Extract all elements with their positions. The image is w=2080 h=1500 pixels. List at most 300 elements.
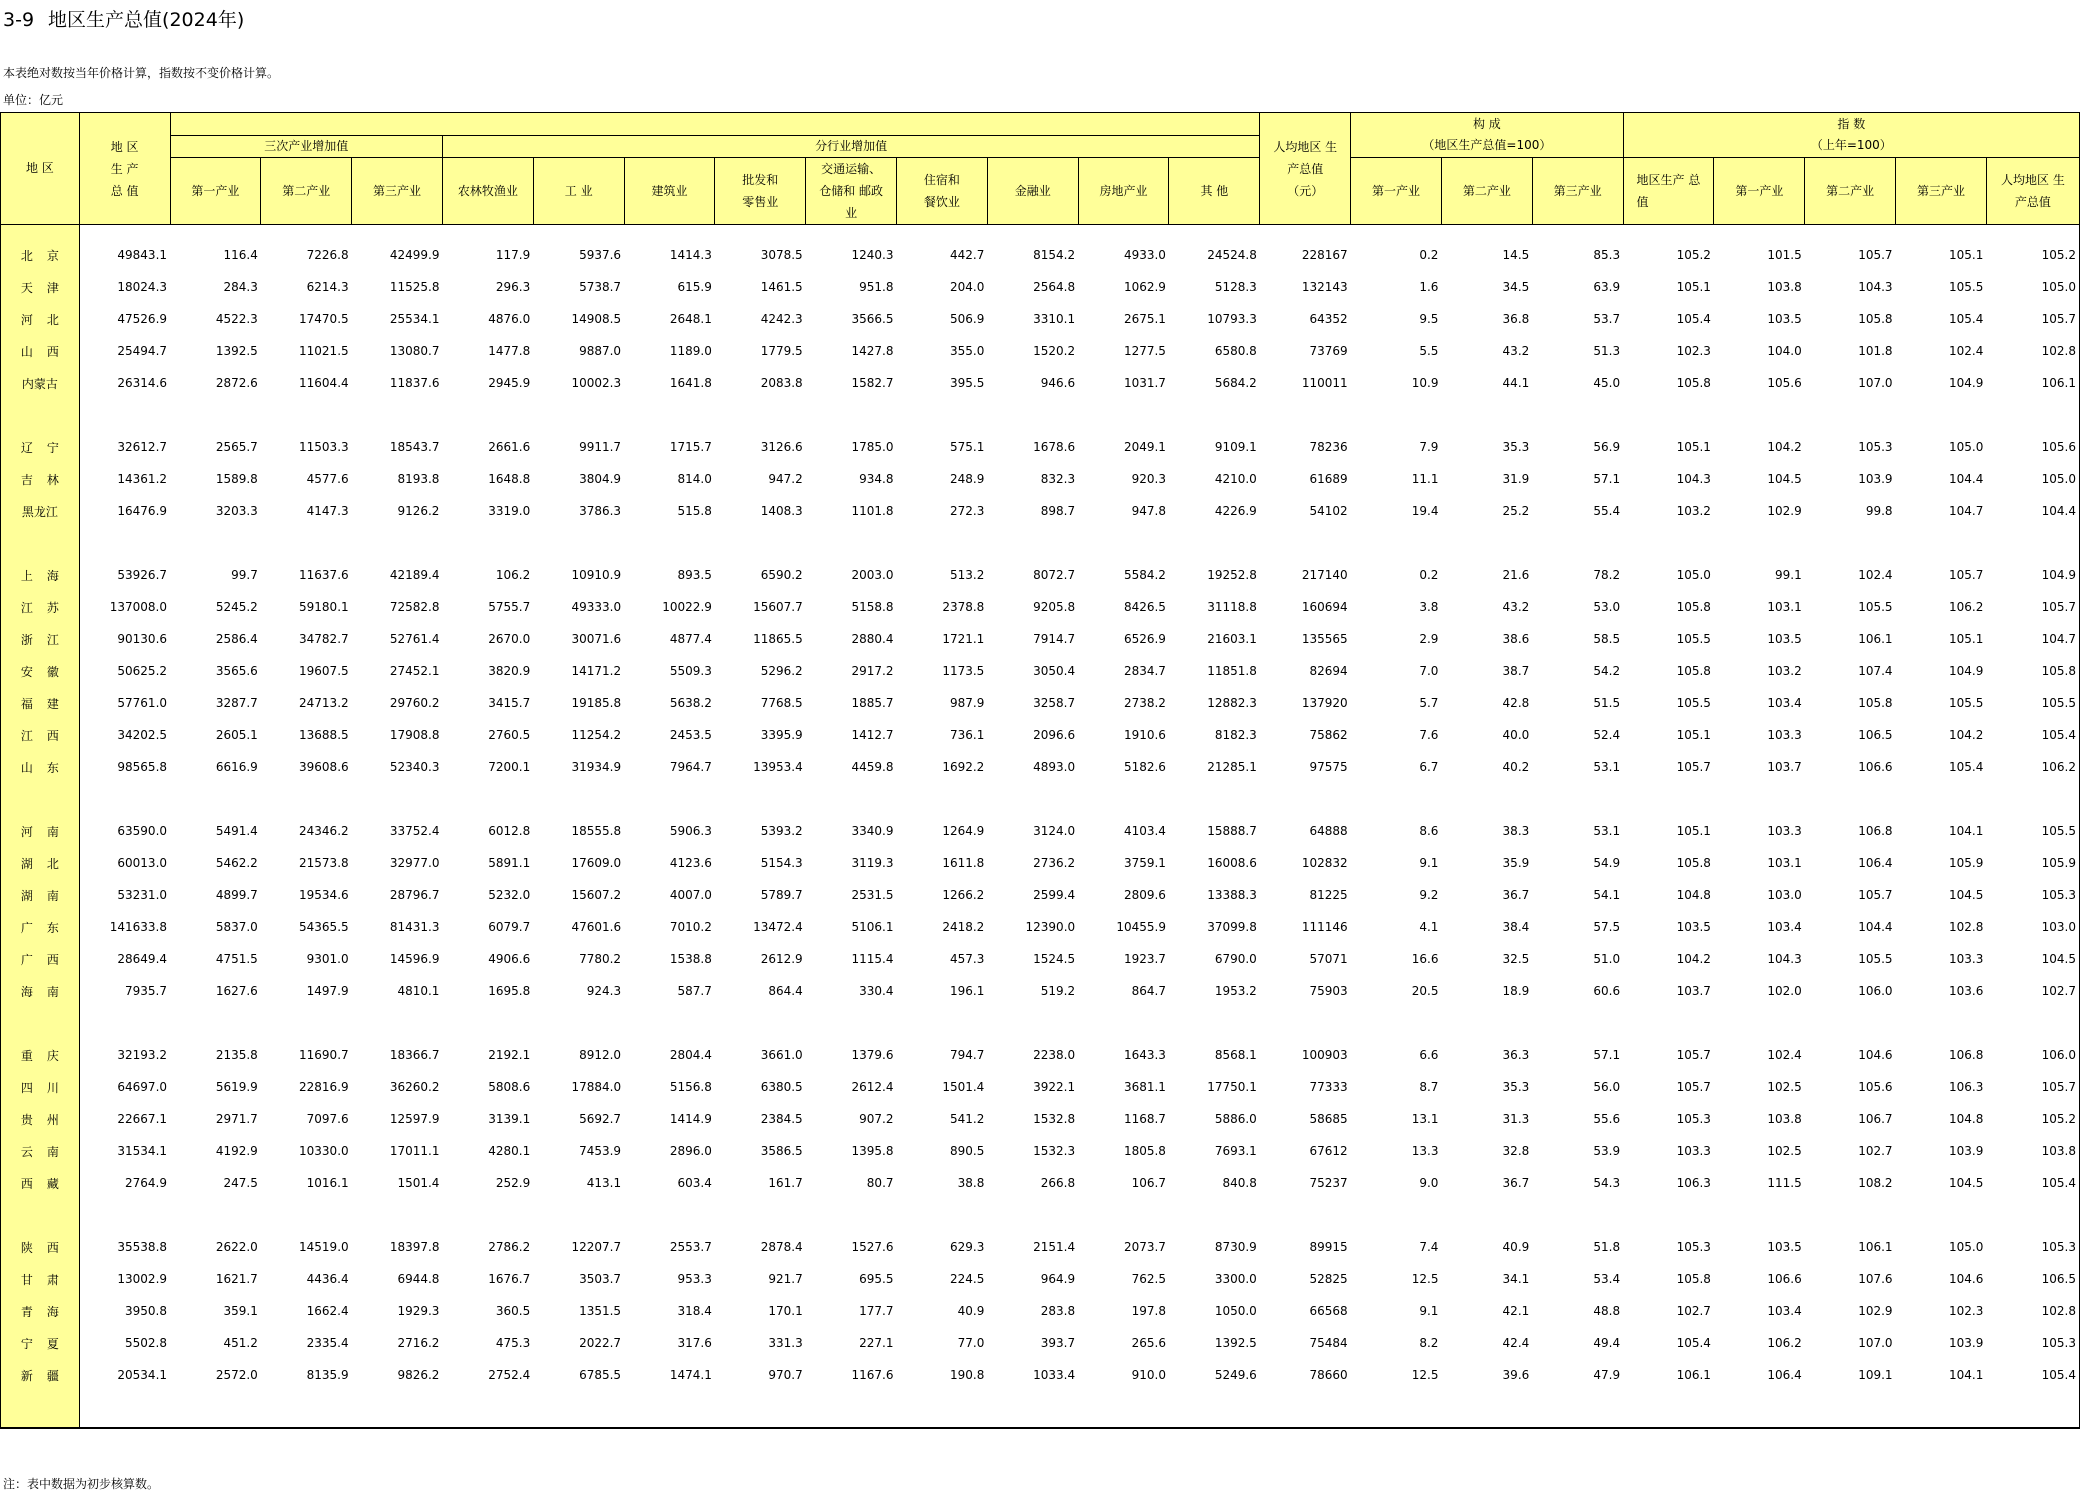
cell-value: 105.5 [1858,600,1893,614]
cell-value: 2945.9 [488,376,531,390]
cell-value: 13.3 [1411,1144,1439,1158]
cell-value: 29760.2 [389,696,440,710]
cell-value: 57.5 [1593,920,1621,934]
cell-value: 111.5 [1767,1176,1802,1190]
cell-value: 1532.3 [1033,1144,1076,1158]
cell-value: 103.3 [1676,1144,1711,1158]
cell-value: 17908.8 [389,728,440,742]
cell-value: 18.9 [1502,984,1530,998]
group-gap-row [1,527,2080,559]
cell-value: 106.1 [1858,1240,1893,1254]
cell-value: 42499.9 [389,248,440,262]
cell-value: 3119.3 [851,856,894,870]
cell-value: 317.6 [677,1336,712,1350]
cell-value: 10793.3 [1207,312,1257,326]
cell-value: 104.3 [1767,952,1802,966]
cell-value: 2917.2 [851,664,894,678]
cell-value: 4436.4 [306,1272,349,1286]
cell-value: 9205.8 [1033,600,1076,614]
cell-value: 116.4 [223,248,258,262]
cell-value: 840.8 [1222,1176,1257,1190]
cell-value: 47.9 [1593,1368,1621,1382]
cell-value: 4210.0 [1214,472,1257,486]
cell-value: 105.7 [1676,1080,1711,1094]
cell-value: 413.1 [586,1176,622,1190]
cell-value: 5154.3 [760,856,803,870]
cell-value: 695.5 [859,1272,894,1286]
col-other: 其 他 [1169,158,1260,225]
cell-value: 1101.8 [851,504,894,518]
cell-value: 75862 [1309,728,1348,742]
table-row [1,1103,2080,1135]
cell-value: 1240.3 [851,248,894,262]
cell-value: 3340.9 [851,824,894,838]
cell-value: 5755.7 [488,600,531,614]
cell-value: 105.7 [1858,888,1893,902]
cell-value: 2648.1 [669,312,712,326]
cell-value: 36260.2 [389,1080,440,1094]
cell-value: 105.4 [1949,312,1984,326]
cell-value: 39.6 [1502,1368,1530,1382]
cell-value: 97575 [1309,760,1348,774]
table-body [1,225,2080,1429]
table-row [1,271,2080,303]
cell-value: 4577.6 [306,472,349,486]
cell-value: 6580.8 [1214,344,1257,358]
cell-value: 1785.0 [851,440,894,454]
cell-value: 53.1 [1593,760,1621,774]
cell-value: 2834.7 [1123,664,1166,678]
table-row [1,1359,2080,1391]
cell-value: 103.8 [1767,280,1802,294]
cell-value: 2675.1 [1123,312,1166,326]
col-transport: 交通运输、 仓储和 邮政业 [806,158,897,225]
cell-value: 4899.7 [215,888,258,902]
cell-value: 3786.3 [579,504,622,518]
region-name: 上海 [1,559,80,591]
cell-value: 13688.5 [299,728,349,742]
region-name: 陕西 [1,1231,80,1263]
cell-value: 513.2 [949,568,985,582]
region-name: 贵州 [1,1103,80,1135]
cell-value: 53926.7 [117,568,168,582]
cell-value: 5106.1 [851,920,894,934]
cell-value: 0.2 [1419,568,1439,582]
cell-value: 8730.9 [1214,1240,1257,1254]
cell-value: 17750.1 [1207,1080,1257,1094]
cell-value: 53.7 [1593,312,1621,326]
table-row [1,943,2080,975]
cell-value: 38.7 [1502,664,1530,678]
cell-value: 53231.0 [117,888,168,902]
table-row [1,367,2080,399]
cell-value: 9.1 [1419,1304,1439,1318]
cell-value: 103.3 [1767,824,1802,838]
cell-value: 5684.2 [1214,376,1257,390]
cell-value: 104.5 [1767,472,1802,486]
col-idx-percapita: 人均地区 生产总值 [1986,158,2079,225]
table-row [1,1327,2080,1359]
cell-value: 4906.6 [488,952,531,966]
cell-value: 9826.2 [397,1368,440,1382]
cell-value: 9109.1 [1214,440,1257,454]
cell-value: 2453.5 [669,728,712,742]
cell-value: 105.1 [1676,824,1711,838]
cell-value: 49333.0 [571,600,622,614]
cell-value: 3950.8 [125,1304,168,1318]
cell-value: 14361.2 [117,472,168,486]
cell-value: 2083.8 [760,376,803,390]
cell-value: 38.6 [1502,632,1530,646]
cell-value: 105.8 [1676,376,1711,390]
cell-value: 57.1 [1593,472,1621,486]
cell-value: 9.1 [1419,856,1439,870]
region-name: 河北 [1,303,80,335]
cell-value: 55.4 [1593,504,1621,518]
cell-value: 1501.4 [942,1080,985,1094]
cell-value: 106.1 [1676,1368,1711,1382]
cell-value: 227.1 [859,1336,894,1350]
cell-value: 57.1 [1593,1048,1621,1062]
region-name: 甘肃 [1,1263,80,1295]
cell-value: 54.9 [1593,856,1621,870]
cell-value: 5491.4 [215,824,258,838]
cell-value: 104.9 [1986,559,2079,591]
cell-value: 1173.5 [942,664,985,678]
cell-value: 5738.7 [579,280,622,294]
cell-value: 7010.2 [669,920,712,934]
cell-value: 393.7 [1040,1336,1076,1350]
cell-value: 102.4 [1767,1048,1802,1062]
cell-value: 9301.0 [306,952,349,966]
cell-value: 5509.3 [669,664,712,678]
cell-value: 103.8 [1986,1135,2079,1167]
cell-value: 63590.0 [117,824,168,838]
cell-value: 3566.5 [851,312,894,326]
cell-value: 3258.7 [1033,696,1076,710]
cell-value: 105.4 [1986,1359,2079,1391]
cell-value: 105.0 [1949,1240,1984,1254]
cell-value: 53.4 [1593,1272,1621,1286]
cell-value: 541.2 [949,1112,985,1126]
cell-value: 1033.4 [1033,1368,1076,1382]
cell-value: 105.8 [1676,1272,1711,1286]
cell-value: 106.5 [1986,1263,2079,1295]
cell-value: 22816.9 [299,1080,349,1094]
cell-value: 19252.8 [1207,568,1257,582]
cell-value: 4280.1 [488,1144,531,1158]
composition-header: 构 成 （地区生产总值=100） [1351,113,1623,158]
col-finance: 金融业 [987,158,1078,225]
cell-value: 2586.4 [215,632,258,646]
cell-value: 2151.4 [1033,1240,1076,1254]
cell-value: 105.7 [1949,568,1984,582]
cell-value: 864.4 [768,984,803,998]
cell-value: 964.9 [1040,1272,1076,1286]
cell-value: 64888 [1309,824,1348,838]
cell-value: 52825 [1309,1272,1348,1286]
cell-value: 4459.8 [851,760,894,774]
cell-value: 67612 [1309,1144,1348,1158]
cell-value: 1392.5 [1214,1336,1257,1350]
cell-value: 1641.8 [669,376,712,390]
cell-value: 103.6 [1949,984,1984,998]
cell-value: 4192.9 [215,1144,258,1158]
cell-value: 3503.7 [579,1272,622,1286]
region-name: 西藏 [1,1167,80,1199]
cell-value: 53.9 [1593,1144,1621,1158]
cell-value: 34202.5 [117,728,168,742]
cell-value: 104.3 [1858,280,1893,294]
table-number: 3-9 [3,9,35,31]
cell-value: 951.8 [859,280,894,294]
cell-value: 9887.0 [579,344,622,358]
cell-value: 51.5 [1593,696,1621,710]
cell-value: 103.9 [1949,1336,1984,1350]
cell-value: 603.4 [677,1176,712,1190]
cell-value: 1379.6 [851,1048,894,1062]
cell-value: 6012.8 [488,824,531,838]
cell-value: 2804.4 [669,1048,712,1062]
cell-value: 11503.3 [299,440,349,454]
cell-value: 196.1 [949,984,985,998]
cell-value: 31.3 [1502,1112,1530,1126]
cell-value: 1538.8 [669,952,712,966]
cell-value: 4123.6 [669,856,712,870]
cell-value: 3661.0 [760,1048,803,1062]
group-gap-row [1,1007,2080,1039]
cell-value: 105.1 [1949,248,1984,262]
cell-value: 32.8 [1502,1144,1530,1158]
group-gap-row [1,1391,2080,1428]
cell-value: 12.5 [1411,1272,1439,1286]
cell-value: 102.3 [1949,1304,1984,1318]
cell-value: 107.0 [1858,1336,1893,1350]
cell-value: 105.3 [1986,879,2079,911]
cell-value: 2872.6 [215,376,258,390]
cell-value: 3050.4 [1033,664,1076,678]
cell-value: 141633.8 [109,920,168,934]
cell-value: 18024.3 [117,280,168,294]
cell-value: 3759.1 [1123,856,1166,870]
cell-value: 35.3 [1502,1080,1530,1094]
cell-value: 31118.8 [1207,600,1257,614]
cell-value: 56.9 [1593,440,1621,454]
cell-value: 0.2 [1419,248,1439,262]
cell-value: 2971.7 [215,1112,258,1126]
cell-value: 2738.2 [1123,696,1166,710]
region-name: 福建 [1,687,80,719]
cell-value: 56.0 [1593,1080,1621,1094]
cell-value: 106.0 [1858,984,1893,998]
cell-value: 5906.3 [669,824,712,838]
region-name: 广西 [1,943,80,975]
cell-value: 43.2 [1502,344,1530,358]
cell-value: 78.2 [1593,568,1621,582]
cell-value: 247.5 [223,1176,258,1190]
cell-value: 103.5 [1767,312,1802,326]
region-name: 宁夏 [1,1327,80,1359]
region-name: 天津 [1,271,80,303]
cell-value: 31.9 [1502,472,1530,486]
cell-value: 105.5 [1949,280,1984,294]
cell-value: 24524.8 [1207,248,1257,262]
cell-value: 5638.2 [669,696,712,710]
cell-value: 105.4 [1949,760,1984,774]
cell-value: 89915 [1309,1240,1348,1254]
cell-value: 52761.4 [389,632,440,646]
region-name: 湖南 [1,879,80,911]
cell-value: 98565.8 [117,760,168,774]
cell-value: 60.6 [1593,984,1621,998]
cell-value: 6785.5 [579,1368,622,1382]
region-name: 浙江 [1,623,80,655]
cell-value: 104.5 [1949,888,1984,902]
cell-value: 1527.6 [851,1240,894,1254]
cell-value: 987.9 [949,696,985,710]
table-row [1,1231,2080,1263]
cell-value: 2531.5 [851,888,894,902]
cell-value: 32.5 [1502,952,1530,966]
region-name: 新疆 [1,1359,80,1391]
cell-value: 47526.9 [117,312,168,326]
cell-value: 104.1 [1949,1368,1984,1382]
table-row [1,431,2080,463]
cell-value: 105.0 [1986,463,2079,495]
col-realestate: 房地产业 [1078,158,1169,225]
table-row [1,591,2080,623]
cell-value: 30071.6 [571,632,622,646]
table-row [1,239,2080,271]
cell-value: 103.7 [1676,984,1711,998]
cell-value: 51.3 [1593,344,1621,358]
cell-value: 934.8 [859,472,894,486]
cell-value: 105.2 [1676,248,1711,262]
cell-value: 75903 [1309,984,1348,998]
cell-value: 6590.2 [760,568,803,582]
cell-value: 11690.7 [299,1048,349,1062]
cell-value: 105.9 [1986,847,2079,879]
table-row [1,559,2080,591]
unit-label: 单位：亿元 [3,93,64,107]
cell-value: 5891.1 [488,856,531,870]
cell-value: 102.4 [1858,568,1893,582]
cell-value: 75484 [1309,1336,1348,1350]
cell-value: 105.8 [1676,856,1711,870]
cell-value: 11604.4 [299,376,349,390]
cell-value: 7.9 [1419,440,1439,454]
cell-value: 7693.1 [1214,1144,1257,1158]
cell-value: 1408.3 [760,504,803,518]
cell-value: 102.9 [1767,504,1802,518]
cell-value: 12.5 [1411,1368,1439,1382]
region-name: 辽宁 [1,431,80,463]
cell-value: 2764.9 [125,1176,168,1190]
cell-value: 105.6 [1986,431,2079,463]
cell-value: 864.7 [1131,984,1166,998]
cell-value: 1266.2 [942,888,985,902]
cell-value: 177.7 [859,1304,894,1318]
cell-value: 2809.6 [1123,888,1166,902]
cell-value: 28649.4 [117,952,168,966]
cell-value: 102.7 [1858,1144,1893,1158]
cell-value: 330.4 [859,984,894,998]
cell-value: 7768.5 [760,696,803,710]
cell-value: 104.0 [1767,344,1802,358]
cell-value: 105.1 [1949,632,1984,646]
region-name: 河南 [1,815,80,847]
cell-value: 1885.7 [851,696,894,710]
cell-value: 105.9 [1949,856,1984,870]
cell-value: 4.1 [1419,920,1439,934]
cell-value: 3415.7 [488,696,531,710]
cell-value: 105.3 [1676,1240,1711,1254]
cell-value: 6616.9 [215,760,258,774]
cell-value: 5249.6 [1214,1368,1257,1382]
cell-value: 103.5 [1767,1240,1802,1254]
cell-value: 204.0 [949,280,985,294]
cell-value: 1497.9 [306,984,349,998]
cell-value: 1929.3 [397,1304,440,1318]
cell-value: 736.1 [949,728,985,742]
cell-value: 33752.4 [389,824,440,838]
cell-value: 7453.9 [579,1144,622,1158]
cell-value: 1582.7 [851,376,894,390]
cell-value: 1805.8 [1123,1144,1166,1158]
cell-value: 105.8 [1676,600,1711,614]
cell-value: 102.5 [1767,1080,1802,1094]
cell-value: 1050.0 [1214,1304,1257,1318]
cell-value: 104.3 [1676,472,1711,486]
cell-value: 20534.1 [117,1368,168,1382]
cell-value: 1115.4 [851,952,894,966]
cell-value: 6.6 [1419,1048,1439,1062]
cell-value: 3078.5 [760,248,803,262]
cell-value: 355.0 [949,344,985,358]
cell-value: 7914.7 [1033,632,1076,646]
cell-value: 272.3 [949,504,985,518]
cell-value: 9911.7 [579,440,622,454]
cell-value: 12597.9 [389,1112,440,1126]
cell-value: 18543.7 [389,440,440,454]
cell-value: 99.7 [231,568,258,582]
region-name: 湖北 [1,847,80,879]
cell-value: 1395.8 [851,1144,894,1158]
cell-value: 3287.7 [215,696,258,710]
cell-value: 7.6 [1419,728,1439,742]
cell-value: 64697.0 [117,1080,168,1094]
cell-value: 54365.5 [299,920,349,934]
sectors-header: 分行业增加值 [442,136,1259,158]
cell-value: 102832 [1301,856,1348,870]
region-name: 北京 [1,239,80,271]
cell-value: 137920 [1301,696,1348,710]
cell-value: 104.9 [1949,376,1984,390]
cell-value: 80.7 [866,1176,894,1190]
cell-value: 106.8 [1949,1048,1984,1062]
cell-value: 90130.6 [117,632,168,646]
cell-value: 103.0 [1986,911,2079,943]
cell-value: 814.0 [677,472,712,486]
cell-value: 5808.6 [488,1080,531,1094]
cell-value: 102.3 [1676,344,1711,358]
cell-value: 266.8 [1040,1176,1076,1190]
cell-value: 42.4 [1502,1336,1530,1350]
cell-value: 1611.8 [942,856,985,870]
col-secondary: 第二产业 [261,158,352,225]
cell-value: 924.3 [586,984,622,998]
cell-value: 2384.5 [760,1112,803,1126]
